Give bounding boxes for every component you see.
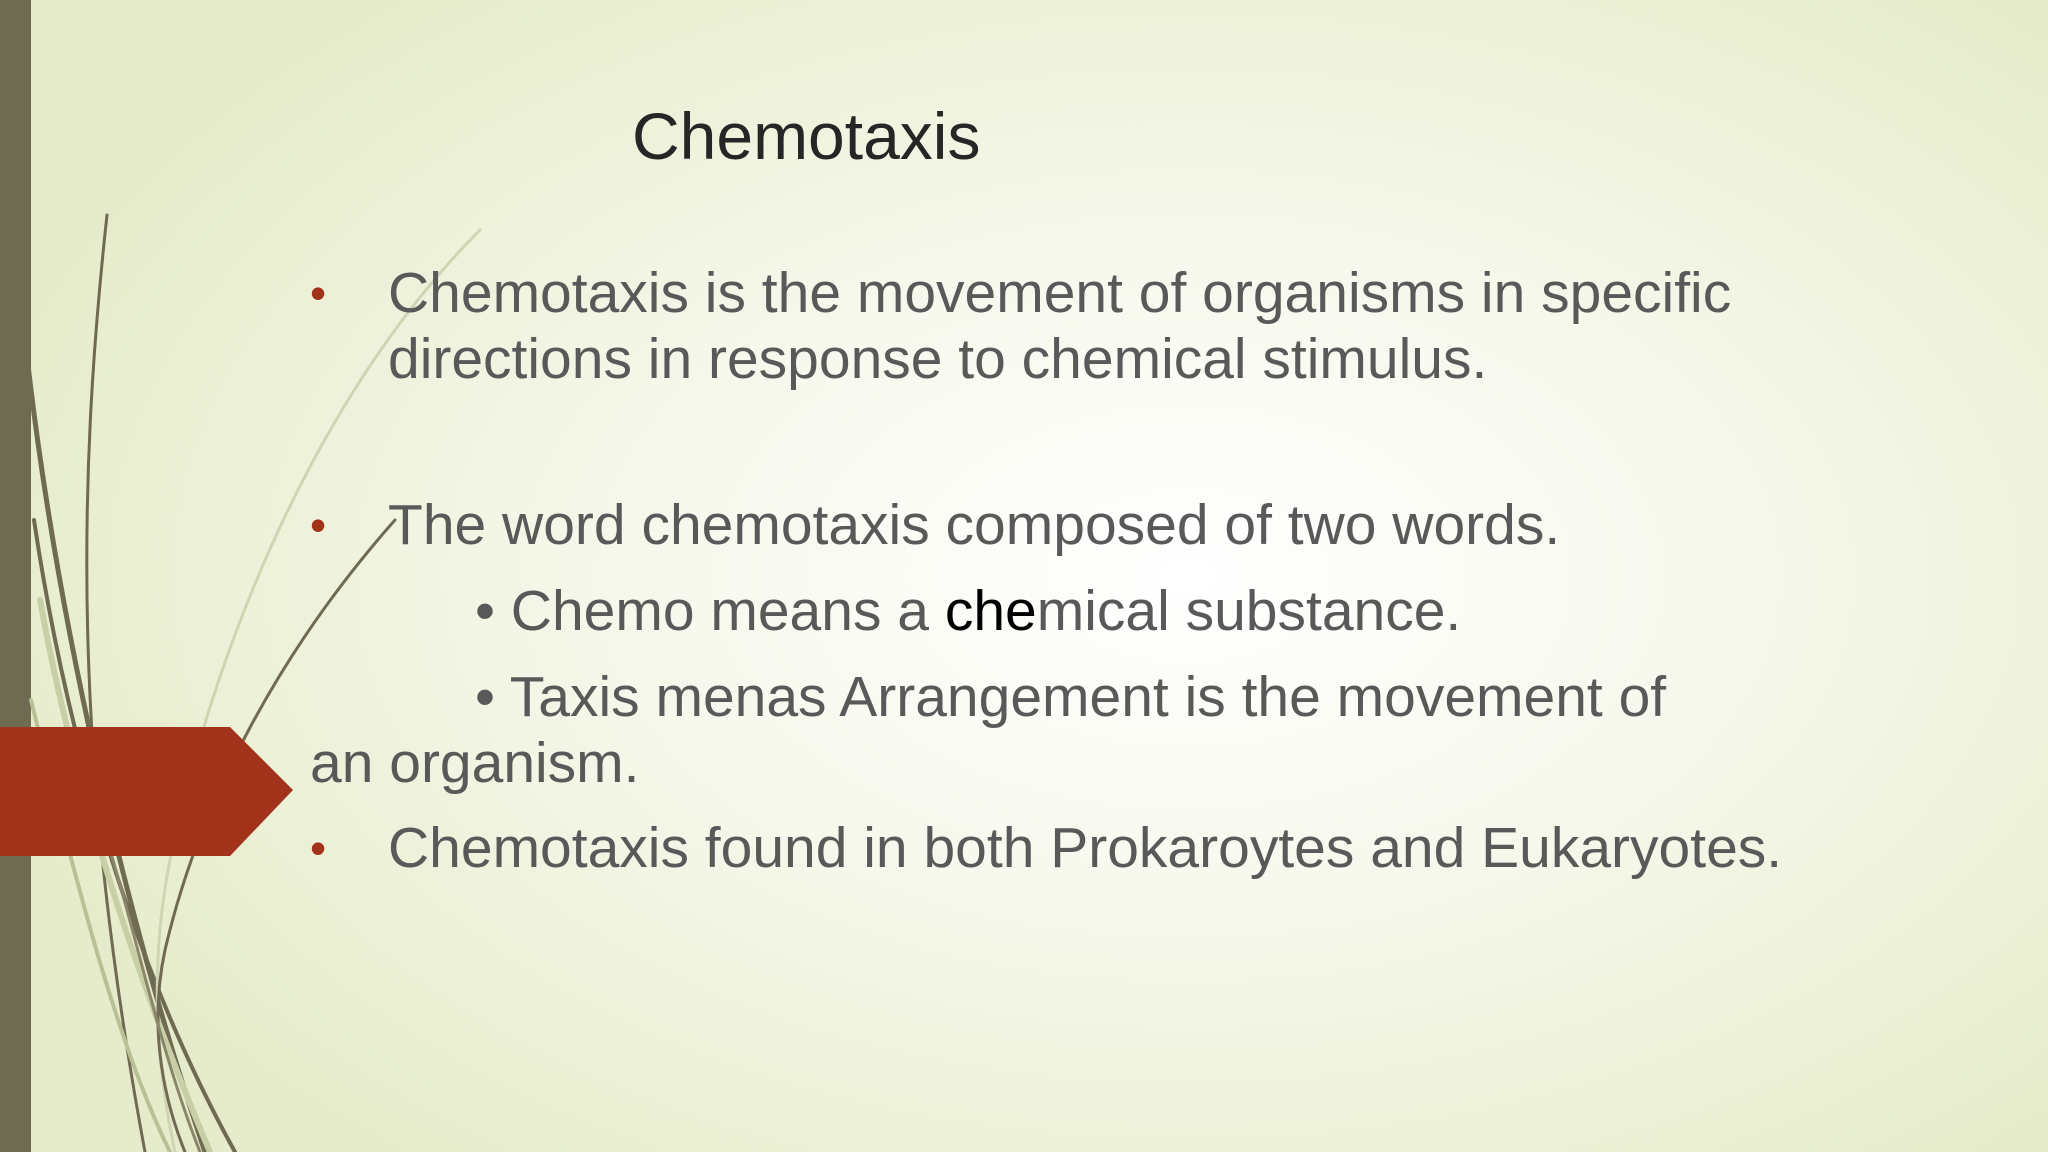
red-arrow-shape [0,727,293,856]
bullet-dot: • [310,822,327,874]
slide-title: Chemotaxis [632,99,981,173]
bullet-1-line-1: Chemotaxis is the movement of organisms in specific [388,261,1732,325]
sub-bullet-taxis-line-1: • Taxis menas Arrangement is the movement of [475,665,1667,729]
bullet-2-line-1: The word chemotaxis composed of two words. [388,493,1561,557]
bullet-dot: • [310,267,327,319]
bullet-dot: • [310,499,327,551]
sub-bullet-chemo [475,578,1461,644]
sub-bullet-chemo-prefix: • Chemo means a [475,579,945,643]
bullet-3-line-1: Chemotaxis found in both Prokaroytes and Eukaryotes. [388,816,1783,880]
sub-bullet-taxis-line-2: an organism. [310,731,640,795]
sub-bullet-chemo-highlight: che [944,579,1037,643]
sub-bullet-chemo-suffix: mical substance. [1036,579,1462,643]
bullet-1-line-2: directions in response to chemical stimulus. [388,327,1488,391]
